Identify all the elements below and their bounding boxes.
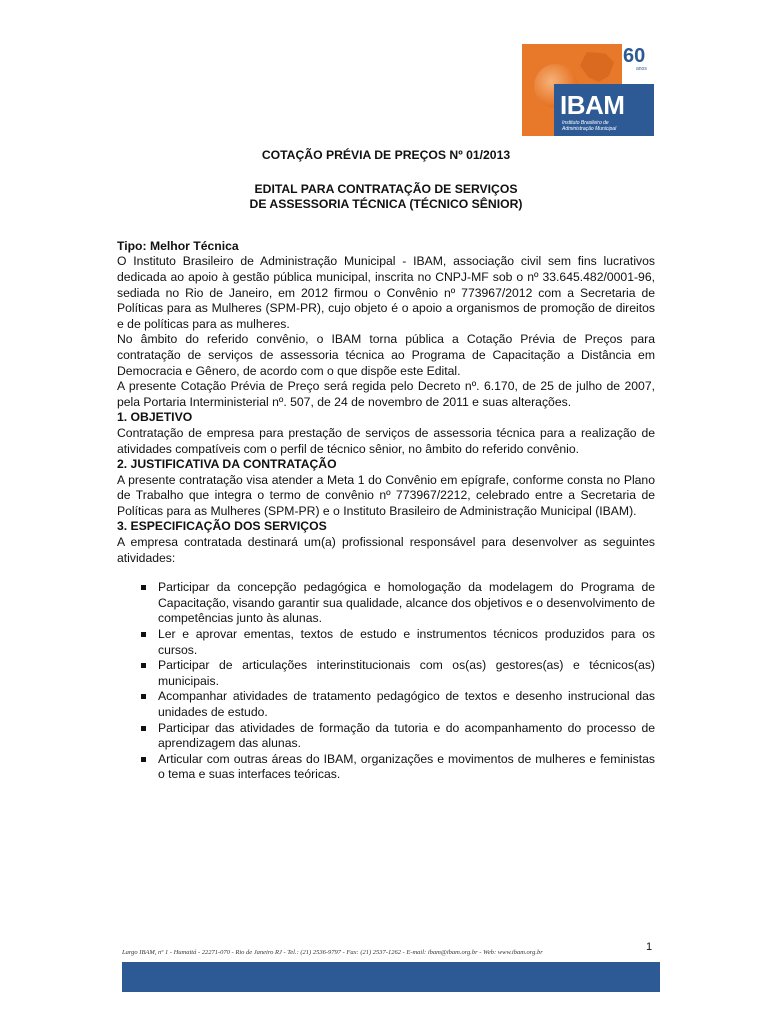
document-body — [117, 148, 655, 783]
paragraph-legal: A presente Cotação Prévia de Preço será regida pelo Decreto nº. 6.170, de 25 de julho de 2007, pela Portaria Interministerial nº. 507, de 24 de novembro de 2011 e suas alterações. — [117, 379, 655, 409]
list-item: Participar da concepção pedagógica e homologação da modelagem do Programa de Capacitação, visando garantir sua qualidade, alcance dos objetivos e o desenvolvimento de competências junto às alunas. — [141, 580, 655, 627]
paragraph-intro: O Instituto Brasileiro de Administração Municipal - IBAM, associação civil sem fins lucrativos dedicada ao apoio à gestão pública municipal, inscrita no CNPJ-MF sob o nº 33.645.482/0001-96, sediada no Rio de Janeiro, em 2012 firmou o Convênio nº 773967/2012 com a Secretaria de Políticas para as Mulheres (SPM-PR), cujo objeto é o apoio a organismos de promoção de direitos e de políticas para as mulheres. — [117, 254, 655, 331]
tipo-label: Tipo: Melhor Técnica — [117, 238, 239, 253]
section-text-especificacao: A empresa contratada destinará um(a) profissional responsável para desenvolver as seguintes atividades: — [117, 535, 655, 565]
section-heading-justificativa: 2. JUSTIFICATIVA DA CONTRATAÇÃO — [117, 457, 337, 472]
document-subtitle-2: DE ASSESSORIA TÉCNICA (TÉCNICO SÊNIOR) — [249, 197, 523, 212]
section-text-justificativa: A presente contratação visa atender a Meta 1 do Convênio em epígrafe, conforme consta no Plano de Trabalho que integra o termo de convênio nº 773967/2212, celebrado entre a Secretaria de Políticas para as Mulheres (SPM-PR) e o Instituto Brasileiro de Administração Municipal (IBAM). — [117, 472, 655, 518]
section-text-objetivo: Contratação de empresa para prestação de serviços de assessoria técnica para a realização de atividades compatíveis com o perfil de técnico sênior, no âmbito do referido convênio. — [117, 425, 655, 456]
svg-text:60: 60 — [623, 45, 646, 67]
logo-text: IBAM — [560, 90, 625, 120]
list-item: Participar das atividades de formação da tutoria e do acompanhamento do processo de aprendizagem das alunas. — [141, 721, 655, 752]
document-subtitle-1: EDITAL PARA CONTRATAÇÃO DE SERVIÇOS — [254, 181, 518, 196]
document-title: COTAÇÃO PRÉVIA DE PREÇOS Nº 01/2013 — [261, 148, 511, 162]
activities-list — [117, 580, 655, 783]
list-item: Articular com outras áreas do IBAM, organizações e movimentos de mulheres e feministas o tema e suas interfaces teóricas. — [141, 752, 655, 783]
list-item: Acompanhar atividades de tratamento pedagógico de textos e desenho instrucional das unidades de estudo. — [141, 689, 655, 720]
footer-bar — [122, 962, 660, 992]
page-number: 1 — [646, 941, 653, 953]
list-item: Ler e aprovar ementas, textos de estudo e instrumentos técnicos produzidos para os cursos. — [141, 627, 655, 658]
ibam-logo — [522, 40, 654, 138]
svg-text:anos: anos — [636, 66, 647, 72]
section-heading-objetivo: 1. OBJETIVO — [117, 410, 193, 425]
paragraph-scope: No âmbito do referido convênio, o IBAM torna pública a Cotação Prévia de Preços para contratação de serviços de assessoria técnica ao Programa de Capacitação a Distância em Democracia e Gênero, de acordo com o que dispõe este Edital. — [117, 332, 655, 378]
footer-address: Largo IBAM, nº 1 - Humaitá - 22271-070 - Rio de Janeiro RJ - Tel.: (21) 2536-9797 - Fax: (21) 2537-1262 - E-mail: ibam@ibam.org.br - Web: www.ibam.org.br — [122, 949, 543, 956]
logo-subtitle: Instituto Brasileiro de Administração Municipal — [562, 120, 617, 132]
sixty-years-seal — [622, 40, 654, 72]
section-heading-especificacao: 3. ESPECIFICAÇÃO DOS SERVIÇOS — [117, 519, 327, 534]
list-item: Participar de articulações interinstitucionais com os(as) gestores(as) e técnicos(as) municipais. — [141, 658, 655, 689]
